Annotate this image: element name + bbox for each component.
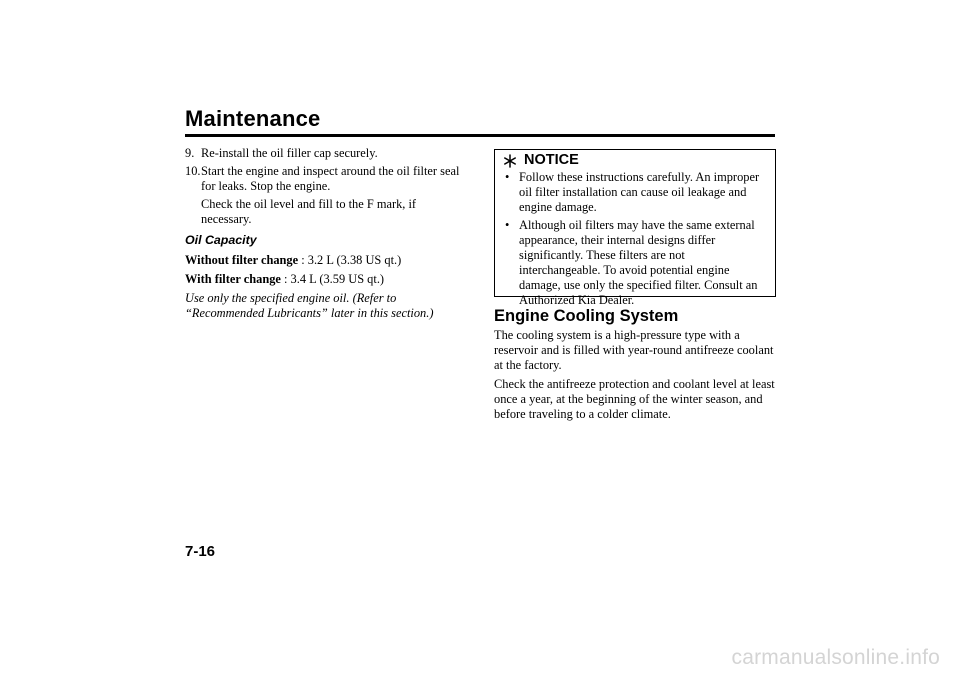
- check-oil-text: Check the oil level and fill to the F mark, if necessary.: [201, 197, 417, 226]
- notice-text: Although oil filters may have the same external appearance, their internal designs differ significantly. These filters are not interchangeable. To avoid potential engine damage, use only the specified filter. Consult an Authorized Kia Dealer.: [519, 218, 758, 307]
- right-column: [494, 146, 776, 426]
- step-9: [185, 146, 460, 161]
- notice-title: NOTICE: [524, 152, 579, 168]
- spec-value: : 3.4 L (3.59 US qt.): [280, 272, 385, 286]
- spec-with-filter: [185, 272, 460, 287]
- spec-label: Without filter change: [185, 253, 299, 267]
- step-text: Re-install the oil filler cap securely.: [201, 146, 378, 160]
- bullet-icon: •: [505, 170, 510, 184]
- notice-header: [503, 153, 767, 168]
- cooling-para-2: Check the antifreeze protection and coolant level at least once a year, at the beginning of the winter season, and before traveling to a colder climate.: [494, 377, 775, 421]
- header-rule: [185, 134, 775, 137]
- notice-item: [503, 170, 767, 215]
- watermark: carmanualsonline.info: [731, 646, 940, 669]
- notice-text: Follow these instructions carefully. An improper oil filter installation can cause oil leakage and engine damage.: [519, 170, 760, 214]
- spec-label: With filter change: [185, 272, 281, 286]
- asterisk-icon: [503, 154, 517, 168]
- bullet-icon: •: [505, 218, 510, 232]
- oil-note: Use only the specified engine oil. (Refer to “Recommended Lubricants” later in this section.): [185, 291, 434, 320]
- notice-box: [494, 149, 776, 307]
- left-column: [185, 146, 460, 321]
- step-number: 10.: [185, 164, 201, 178]
- spec-value: : 3.2 L (3.38 US qt.): [298, 253, 402, 267]
- spec-without-filter: [185, 253, 460, 268]
- page-number: 7-16: [185, 543, 216, 560]
- step-text: Start the engine and inspect around the oil filter seal for leaks. Stop the engine.: [201, 164, 460, 193]
- page-title: Maintenance: [185, 106, 321, 131]
- oil-capacity-heading: Oil Capacity: [185, 233, 257, 247]
- notice-item: [503, 218, 767, 308]
- engine-cooling-heading: Engine Cooling System: [494, 307, 679, 325]
- cooling-para-1: The cooling system is a high-pressure type with a reservoir and is filled with year-round antifreeze coolant at the factory.: [494, 328, 774, 372]
- step-number: 9.: [185, 146, 195, 160]
- step-10: [185, 164, 460, 194]
